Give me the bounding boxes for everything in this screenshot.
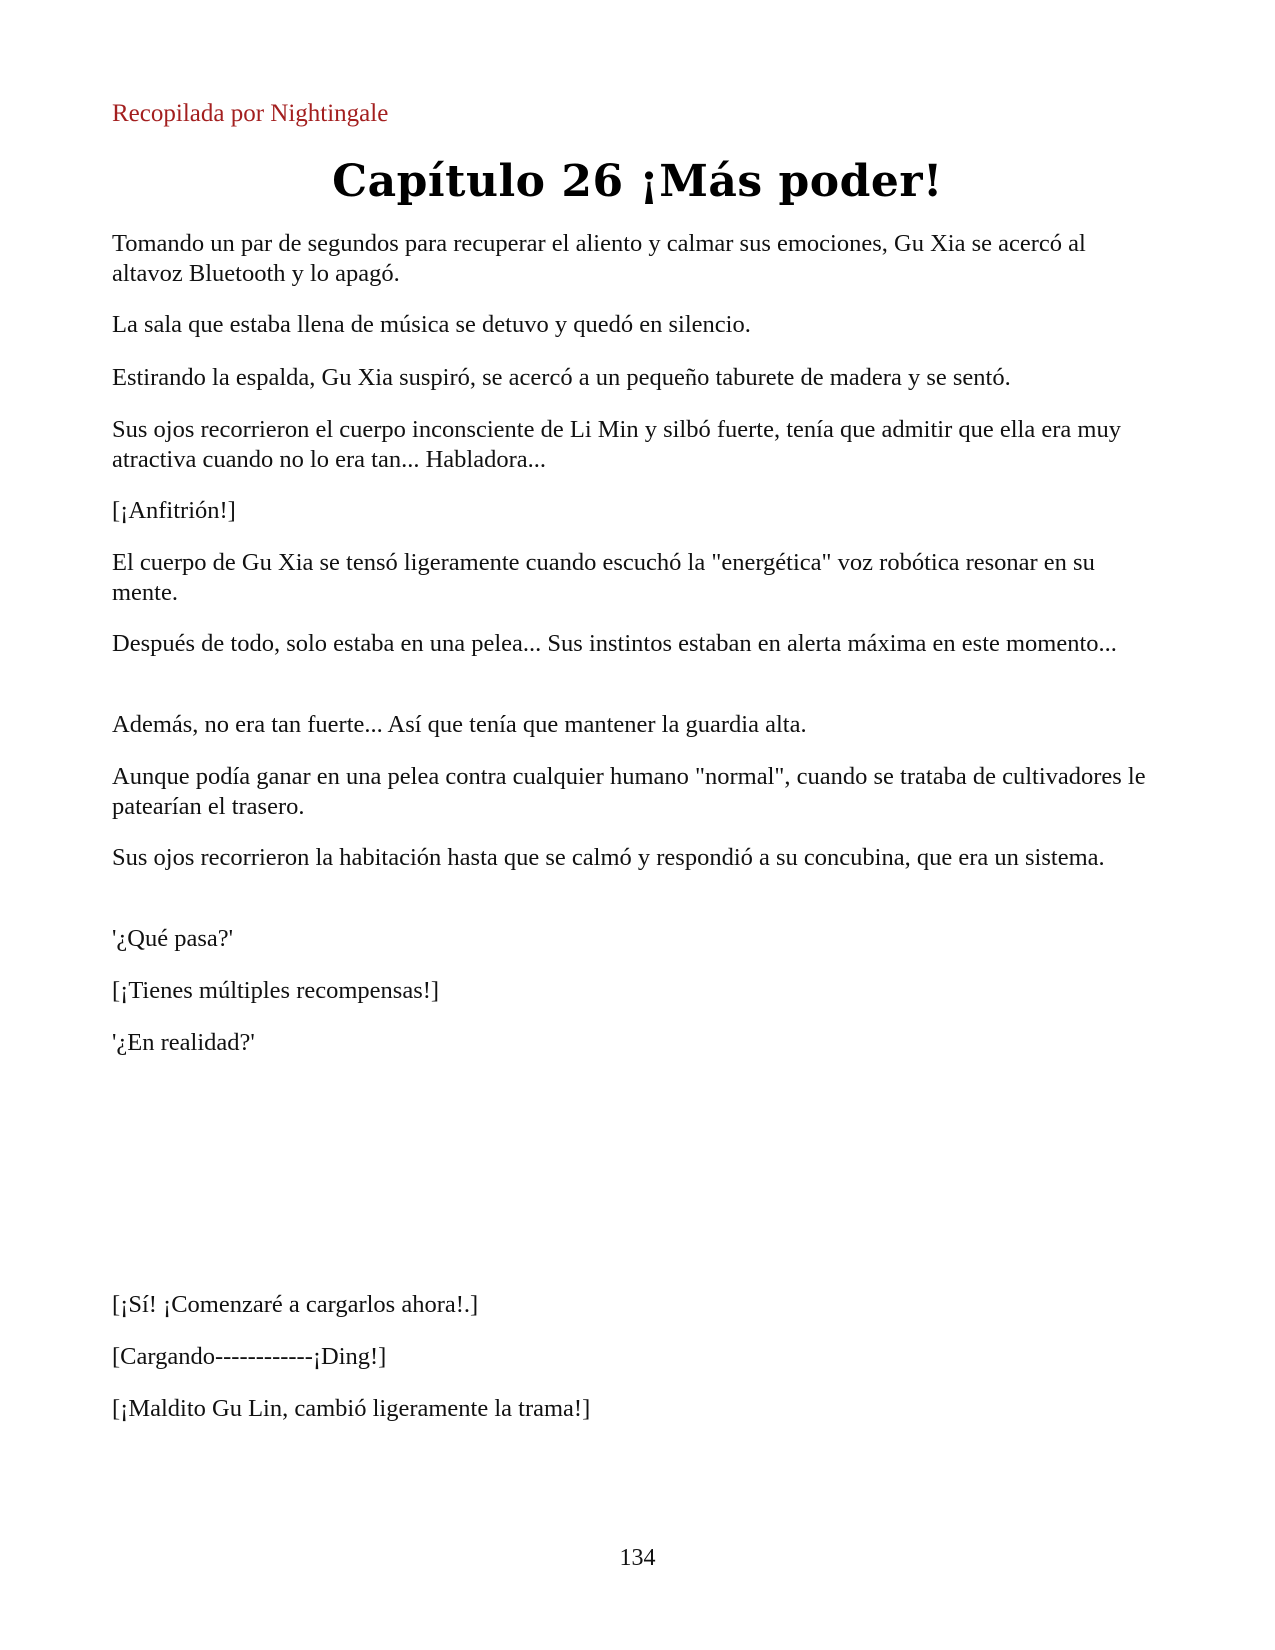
compiler-credit: Recopilada por Nightingale [112,100,389,127]
paragraph: [¡Sí! ¡Comenzaré a cargarlos ahora!.] [112,1291,479,1318]
paragraph: La sala que estaba llena de música se detuvo y quedó en silencio. [112,311,751,338]
paragraph: '¿Qué pasa?' [112,925,234,952]
paragraph: El cuerpo de Gu Xia se tensó ligeramente cuando escuchó la "energética" voz robótica resonar en su mente. [112,549,1095,606]
paragraph: Sus ojos recorrieron la habitación hasta que se calmó y respondió a su concubina, que era un sistema. [112,844,1105,871]
paragraph: Después de todo, solo estaba en una pelea... Sus instintos estaban en alerta máxima en este momento... [112,630,1117,657]
paragraph: Estirando la espalda, Gu Xia suspiró, se acercó a un pequeño taburete de madera y se sentó. [112,364,1011,391]
paragraph: Aunque podía ganar en una pelea contra cualquier humano "normal", cuando se trataba de cultivadores le patearían el trasero. [112,763,1146,820]
paragraph: [¡Tienes múltiples recompensas!] [112,977,440,1004]
paragraph: '¿En realidad?' [112,1029,255,1056]
paragraph: Sus ojos recorrieron el cuerpo inconsciente de Li Min y silbó fuerte, tenía que admitir que ella era muy atractiva cuando no lo era tan... Habladora... [112,416,1121,473]
paragraph: [¡Maldito Gu Lin, cambió ligeramente la trama!] [112,1395,591,1422]
paragraph: Además, no era tan fuerte... Así que tenía que mantener la guardia alta. [112,711,807,738]
paragraph: Tomando un par de segundos para recuperar el aliento y calmar sus emociones, Gu Xia se acercó al altavoz Bluetooth y lo apagó. [112,230,1086,287]
chapter-title: Capítulo 26 ¡Más poder! [332,156,943,207]
page-number: 134 [619,1545,656,1571]
paragraph: [¡Anfitrión!] [112,497,236,524]
paragraph: [Cargando------------¡Ding!] [112,1343,387,1370]
